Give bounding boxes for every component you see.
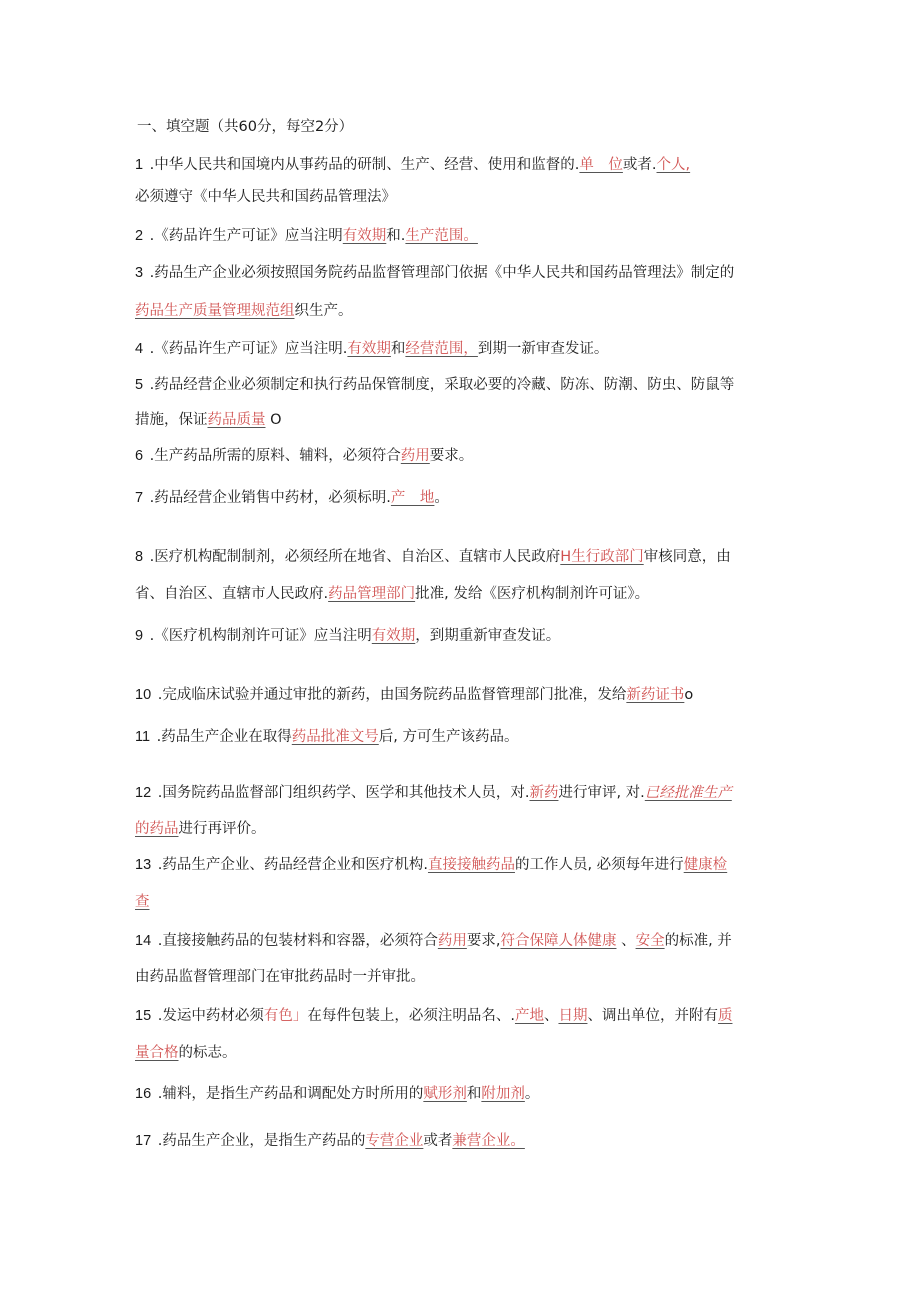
question-text: 在每件包装上，必须注明品名、. xyxy=(307,1008,515,1024)
question-12-line-2 xyxy=(135,819,266,839)
question-number: 9 xyxy=(135,628,144,644)
question-11 xyxy=(135,727,519,747)
question-13-line-2 xyxy=(135,892,150,912)
question-text: 。 xyxy=(524,1086,540,1102)
question-text: 的标志。 xyxy=(178,1045,237,1061)
question-text: 措施，保证 xyxy=(135,412,208,428)
question-text: 要求。 xyxy=(429,448,474,464)
question-number: 17 xyxy=(135,1133,152,1149)
answer-blank: 量合格 xyxy=(135,1045,179,1061)
answer-blank: 安全 xyxy=(635,933,665,949)
question-number: 6 xyxy=(135,448,144,464)
answer-blank: 个人, xyxy=(656,157,691,173)
answer-blank: 已经批准生产 xyxy=(644,785,732,801)
question-10 xyxy=(135,685,693,705)
question-text: 的标准, 并 xyxy=(664,933,732,949)
question-3-line-1 xyxy=(135,263,734,283)
question-text: .直接接触药品的包装材料和容器，必须符合 xyxy=(153,933,438,949)
answer-blank: 单 位 xyxy=(579,157,623,173)
answer-blank: 有色」 xyxy=(263,1008,308,1024)
question-text: 进行再评价。 xyxy=(178,821,266,837)
question-7 xyxy=(135,488,449,508)
answer-blank: 药品生产质量管理规范组 xyxy=(135,303,295,319)
question-text: .医疗机构配制制剂，必须经所在地省、自治区、直辖市人民政府 xyxy=(145,549,561,565)
question-number: 12 xyxy=(135,785,152,801)
question-text: .完成临床试验并通过审批的新药，由国务院药品监督管理部门批准，发给 xyxy=(153,687,627,703)
answer-blank: 药品管理部门 xyxy=(328,586,416,602)
question-number: 2 xyxy=(135,228,144,244)
question-text: 要求, xyxy=(466,933,501,949)
answer-blank: H生行政部门 xyxy=(560,549,644,565)
question-15-line-2 xyxy=(135,1043,237,1063)
question-number: 5 xyxy=(135,377,144,393)
answer-blank: 经营范围， xyxy=(405,341,478,357)
question-text: 的工作人员, 必须每年进行 xyxy=(514,857,684,873)
question-number: 7 xyxy=(135,490,144,506)
answer-blank: 赋形剂 xyxy=(423,1086,467,1102)
question-number: 11 xyxy=(135,729,151,745)
question-text: ，到期重新审查发证。 xyxy=(415,628,561,644)
answer-blank: 查 xyxy=(135,894,150,910)
question-text: .《医疗机构制剂许可证》应当注明 xyxy=(145,628,372,644)
question-3-line-2 xyxy=(135,301,353,321)
question-14-line-2 xyxy=(135,967,425,987)
answer-blank: 附加剂 xyxy=(481,1086,525,1102)
answer-blank: 健康检 xyxy=(683,857,728,873)
question-text: 、 xyxy=(543,1008,559,1024)
question-6 xyxy=(135,446,473,466)
question-text: 和. xyxy=(386,228,406,244)
question-13-line-1 xyxy=(135,855,727,875)
answer-blank: 专营企业 xyxy=(365,1133,424,1149)
question-text: .药品生产企业，是指生产药品的 xyxy=(153,1133,366,1149)
question-text: 必须遵守《中华人民共和国药品管理法》 xyxy=(135,189,396,205)
answer-blank: 的药品 xyxy=(135,821,179,837)
answer-blank: 有效期 xyxy=(371,628,416,644)
question-text: .药品经营企业必须制定和执行药品保管制度，采取必要的冷藏、防冻、防潮、防虫、防鼠等 xyxy=(145,377,735,393)
question-4 xyxy=(135,339,608,359)
question-text: .药品生产企业必须按照国务院药品监督管理部门依据《中华人民共和国药品管理法》制定的 xyxy=(145,265,735,281)
answer-blank: 药用 xyxy=(400,448,430,464)
question-text: o xyxy=(684,687,694,703)
question-text: .发运中药材必须 xyxy=(153,1008,264,1024)
question-text: 进行审评, 对. xyxy=(558,785,645,801)
question-text: 或者 xyxy=(423,1133,453,1149)
question-text: 由药品监督管理部门在审批药品时一并审批。 xyxy=(135,969,425,985)
answer-blank: 产地 xyxy=(514,1008,544,1024)
question-text: .辅料，是指生产药品和调配处方时所用的 xyxy=(153,1086,424,1102)
question-text: .生产药品所需的原料、辅料，必须符合 xyxy=(145,448,401,464)
question-5-line-1 xyxy=(135,375,734,395)
answer-blank: 药用 xyxy=(437,933,467,949)
question-8-line-2 xyxy=(135,584,649,604)
question-number: 15 xyxy=(135,1008,152,1024)
question-text: .中华人民共和国境内从事药品的研制、生产、经营、使用和监督的. xyxy=(145,157,580,173)
question-number: 8 xyxy=(135,549,144,565)
answer-blank: 质 xyxy=(717,1008,733,1024)
question-number: 3 xyxy=(135,265,144,281)
question-14-line-1 xyxy=(135,931,732,951)
question-number: 10 xyxy=(135,687,152,703)
question-text: .药品经营企业销售中药材，必须标明. xyxy=(145,490,391,506)
question-text: 省、自治区、直辖市人民政府. xyxy=(135,586,329,602)
question-text: 后, 方可生产该药品。 xyxy=(378,729,519,745)
answer-blank: 药品质量 xyxy=(207,412,266,428)
question-number: 13 xyxy=(135,857,152,873)
question-2 xyxy=(135,226,478,246)
question-12-line-1 xyxy=(135,783,732,803)
question-text: 或者. xyxy=(622,157,657,173)
question-number: 16 xyxy=(135,1086,152,1102)
answer-blank: 兼营企业。 xyxy=(452,1133,525,1149)
question-text: .《药品许生产可证》应当注明 xyxy=(145,228,343,244)
question-text: 、 xyxy=(616,933,636,949)
question-5-line-2 xyxy=(135,410,282,430)
question-number: 4 xyxy=(135,341,144,357)
answer-blank: 药品批准文号 xyxy=(291,729,379,745)
answer-blank: 产 地 xyxy=(390,490,435,506)
question-number: 1 xyxy=(135,157,144,173)
answer-blank: 新药 xyxy=(529,785,559,801)
section-title: 一、填空题（共60分，每空2分） xyxy=(137,119,354,135)
answer-blank: 生产范围。 xyxy=(405,228,478,244)
question-text: .国务院药品监督部门组织药学、医学和其他技术人员，对. xyxy=(153,785,530,801)
answer-blank: 有效期 xyxy=(342,228,387,244)
question-1-line-1 xyxy=(135,155,690,175)
answer-blank: 新药证书 xyxy=(626,687,685,703)
question-text: 审核同意，由 xyxy=(643,549,731,565)
question-9 xyxy=(135,626,560,646)
question-text: .药品生产企业、药品经营企业和医疗机构. xyxy=(153,857,428,873)
question-text: O xyxy=(265,412,282,428)
question-16 xyxy=(135,1084,539,1104)
question-8-line-1 xyxy=(135,547,731,567)
question-text: 到期一新审查发证。 xyxy=(477,341,609,357)
question-1-line-2 xyxy=(135,187,396,207)
question-text: .药品生产企业在取得 xyxy=(152,729,292,745)
question-15-line-1 xyxy=(135,1006,732,1026)
question-17 xyxy=(135,1131,525,1151)
question-text: 和 xyxy=(390,341,406,357)
question-text: 、调出单位，并附有 xyxy=(587,1008,718,1024)
answer-blank: 符合保障人体健康 xyxy=(500,933,617,949)
question-number: 14 xyxy=(135,933,152,949)
answer-blank: 有效期 xyxy=(347,341,391,357)
question-text: 。 xyxy=(434,490,449,506)
question-text: .《药品许生产可证》应当注明. xyxy=(145,341,348,357)
answer-blank: 直接接触药品 xyxy=(427,857,515,873)
question-text: 批准, 发给《医疗机构制剂许可证》。 xyxy=(415,586,650,602)
question-text: 和 xyxy=(466,1086,482,1102)
question-text: 织生产。 xyxy=(294,303,353,319)
answer-blank: 日期 xyxy=(558,1008,588,1024)
